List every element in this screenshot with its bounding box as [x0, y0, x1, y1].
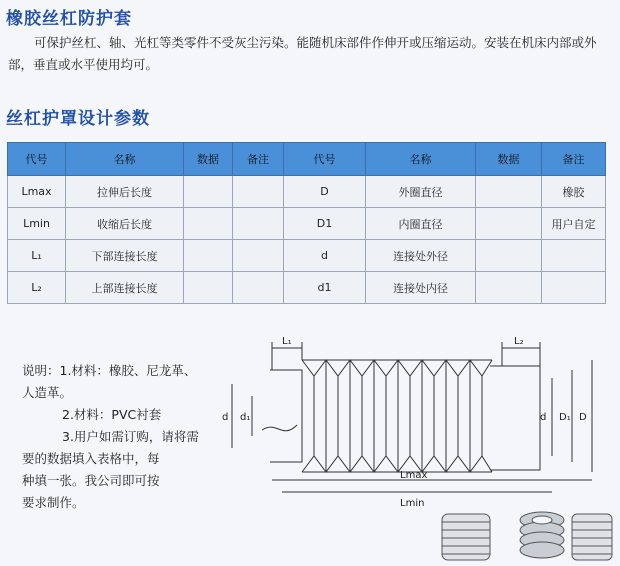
col-header-name: 名称	[66, 143, 184, 176]
cell-name: 拉伸后长度	[66, 176, 184, 208]
page-title: 橡胶丝杠防护套	[6, 9, 132, 29]
cell-remark: 橡胶	[542, 176, 606, 208]
cell-name: 连接处内径	[366, 272, 476, 304]
col-header-name-2: 名称	[366, 143, 476, 176]
cell-code: Lmax	[8, 176, 66, 208]
dim-lengths	[272, 480, 592, 492]
label-D1: D₁	[559, 412, 571, 423]
table-header-row	[8, 143, 606, 176]
parameters-table	[7, 142, 606, 304]
cell-code: D	[284, 176, 366, 208]
cell-remark	[233, 208, 284, 240]
cell-remark: 用户自定	[542, 208, 606, 240]
label-l2: L₂	[514, 336, 524, 347]
cell-name: 收缩后长度	[66, 208, 184, 240]
note-1: 说明：1.材料：橡胶、尼龙革、	[22, 363, 197, 378]
bellows-drawing	[222, 330, 614, 510]
col-header-code: 代号	[8, 143, 66, 176]
cell-code: L₁	[8, 240, 66, 272]
product-samples	[438, 508, 618, 566]
cell-name: 外圈直径	[366, 176, 476, 208]
cell-data-input[interactable]	[184, 240, 233, 272]
cell-code: d1	[284, 272, 366, 304]
label-d-right: d	[540, 412, 547, 423]
cell-name: 下部连接长度	[66, 240, 184, 272]
cell-data-input[interactable]	[184, 208, 233, 240]
col-header-code-2: 代号	[284, 143, 366, 176]
label-lmax: Lmax	[400, 470, 428, 481]
note-3: 3.用户如需订购，请将需	[62, 429, 199, 444]
label-d-left: d	[222, 412, 229, 423]
cell-data-input[interactable]	[476, 208, 542, 240]
cell-name: 内圈直径	[366, 208, 476, 240]
bellows-outline	[302, 360, 492, 472]
intro-paragraph: 可保护丝杠、轴、光杠等类零件不受灰尘污染。能随机床部件作伸开或压缩运动。安装在机床内部或外部，垂直或水平使用均可。	[8, 35, 597, 72]
cell-data-input[interactable]	[476, 240, 542, 272]
left-connector	[270, 370, 302, 462]
label-d1-left: d₁	[240, 412, 251, 423]
notes-block	[22, 360, 217, 514]
cell-data-input[interactable]	[184, 272, 233, 304]
cell-remark	[542, 240, 606, 272]
col-header-remark-2: 备注	[542, 143, 606, 176]
col-header-data-2: 数据	[476, 143, 542, 176]
sample-bellows-1	[442, 514, 490, 560]
label-l1: L₁	[282, 336, 292, 347]
note-3-cont: 种填一张。我公司即可按	[22, 473, 160, 488]
pleats-top	[302, 360, 492, 376]
table-row	[8, 176, 606, 208]
params-section-title: 丝杠护罩设计参数	[6, 109, 150, 129]
cell-code: d	[284, 240, 366, 272]
cell-data-input[interactable]	[184, 176, 233, 208]
note-2: 2.材料：PVC衬套	[62, 407, 162, 422]
table-row	[8, 208, 606, 240]
col-header-data: 数据	[184, 143, 233, 176]
cell-data-input[interactable]	[476, 272, 542, 304]
sample-bellows-3	[572, 514, 612, 560]
pleats-bottom	[302, 456, 492, 472]
cell-data-input[interactable]	[476, 176, 542, 208]
note-3-cont: 要求制作。	[22, 495, 85, 510]
cell-remark	[233, 272, 284, 304]
cell-code: L₂	[8, 272, 66, 304]
cell-code: Lmin	[8, 208, 66, 240]
cell-name: 连接处外径	[366, 240, 476, 272]
cell-code: D1	[284, 208, 366, 240]
cell-name: 上部连接长度	[66, 272, 184, 304]
label-lmin: Lmin	[400, 498, 425, 509]
label-D: D	[579, 412, 587, 423]
table-row	[8, 272, 606, 304]
cell-remark	[233, 176, 284, 208]
note-1-cont: 人造革。	[22, 385, 73, 400]
col-header-remark: 备注	[233, 143, 284, 176]
sample-bellows-2	[520, 512, 564, 558]
cell-remark	[542, 272, 606, 304]
cell-remark	[233, 240, 284, 272]
note-3-cont: 要的数据填入表格中，每	[22, 451, 160, 466]
table-row	[8, 240, 606, 272]
right-connector	[490, 366, 540, 470]
